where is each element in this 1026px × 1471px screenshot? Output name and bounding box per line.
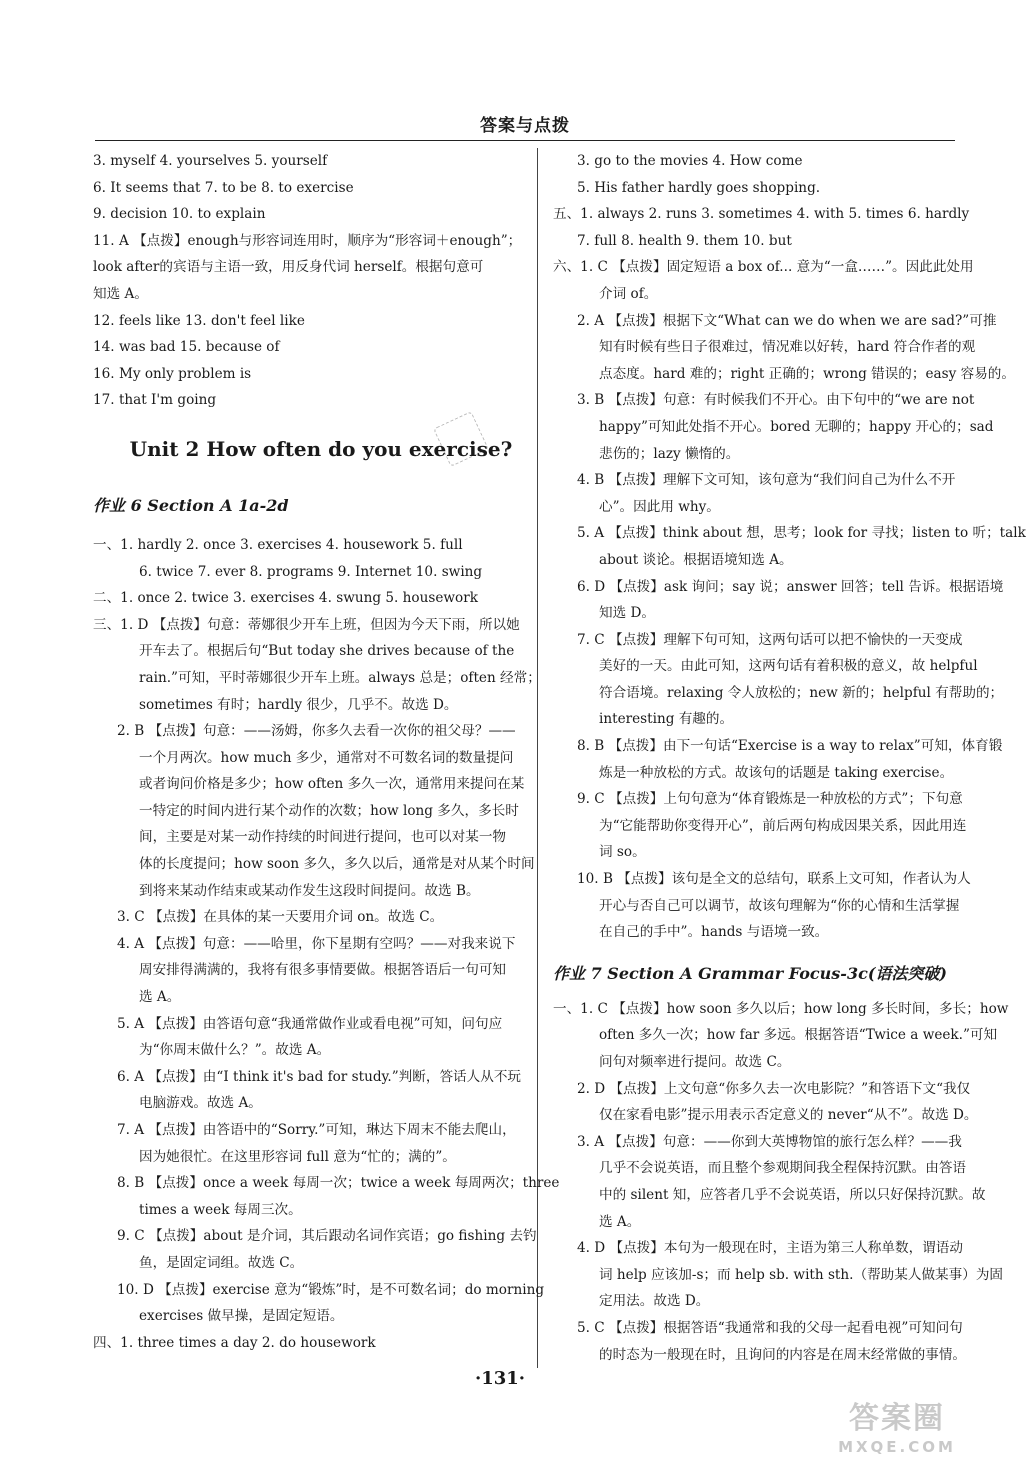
answer-line: often 多久一次；how far 多远。根据答语“Twice a week.”可知 xyxy=(599,1027,998,1044)
answer-line: 3. go to the movies 4. How come xyxy=(577,153,803,169)
header-title: 答案与点拨 xyxy=(480,116,570,136)
answer-line: 美好的一天。由此可知，这两句话有着积极的意义，故 helpful xyxy=(599,658,978,675)
answer-line: 五、1. always 2. runs 3. sometimes 4. with 5. times 6. hardly xyxy=(553,206,970,223)
answer-line: 7. A 【点拨】由答语中的“Sorry.”可知，琳达下周末不能去爬山， xyxy=(117,1122,516,1138)
answer-line: 2. B 【点拨】句意：——汤姆，你多久去看一次你的祖父母？—— xyxy=(117,723,516,740)
answer-line: interesting 有趣的。 xyxy=(599,711,734,728)
answer-line: 3. B 【点拨】句意：有时候我们不开心。由下句中的“we are not xyxy=(577,392,975,409)
answer-line: 心”。因此用 why。 xyxy=(599,498,720,515)
answer-line: 6. twice 7. ever 8. programs 9. Internet 10. swing xyxy=(139,563,483,580)
answer-line: 电脑游戏。故选 A。 xyxy=(139,1095,262,1112)
answer-line: 知选 D。 xyxy=(599,605,656,622)
section-heading-7: 作业 7 Section A Grammar Focus-3c(语法突破) xyxy=(553,963,947,983)
answer-line: 因为她很忙。在这里形容词 full 意为“忙的；满的”。 xyxy=(139,1148,456,1165)
answer-line: 17. that I'm going xyxy=(93,392,217,409)
answer-line: 中的 silent 知，应答者几乎不会说英语，所以只好保持沉默。故 xyxy=(599,1186,986,1203)
answer-line: 5. C 【点拨】根据答语“我通常和我的父母一起看电视”可知问句 xyxy=(577,1319,963,1336)
answer-line: 16. My only problem is xyxy=(93,365,252,382)
answer-line: 体的长度提问；how soon 多久，多久以后，通常是对从某个时间 xyxy=(139,856,535,873)
answer-line: look after的宾语与主语一致，用反身代词 herself。根据句意可 xyxy=(93,259,484,276)
page-header xyxy=(95,112,955,141)
answer-line: 六、1. C 【点拨】固定短语 a box of... 意为“一盒……”。因此此处用 xyxy=(553,259,974,276)
answer-line: 介词 of。 xyxy=(599,285,658,302)
answer-line: 间，主要是对某一动作持续的时间进行提问，也可以对某一物 xyxy=(139,829,507,846)
answer-line: 10. B 【点拨】该句是全文的总结句，联系上文可知，作者认为人 xyxy=(577,871,971,888)
answer-line: 仅在家看电影”提示用表示否定意义的 never“从不”。故选 D。 xyxy=(599,1107,978,1124)
answer-line: about 谈论。根据语境知选 A。 xyxy=(599,551,793,568)
answer-line: 开心与否自己可以调节，故该句理解为“你的心情和生活掌握 xyxy=(599,897,960,914)
answer-line: 11. A 【点拨】enough与形容词连用时，顺序为“形容词＋enough”； xyxy=(93,232,522,249)
unit-title: Unit 2 How often do you exercise? xyxy=(129,436,513,461)
answer-line: 12. feels like 13. don't feel like xyxy=(93,312,305,329)
left-column xyxy=(93,148,560,1356)
answer-line: 知有时候有些日子很难过，情况难以好转，hard 符合作者的观 xyxy=(599,339,976,356)
answer-line: 6. D 【点拨】ask 询问；say 说；answer 回答；tell 告诉。根据语境 xyxy=(577,578,1004,595)
answer-line: 炼是一种放松的方式。故该句的话题是 taking exercise。 xyxy=(599,764,954,781)
answer-line: 9. decision 10. to explain xyxy=(93,206,266,223)
answer-line: exercises 做早操，是固定短语。 xyxy=(139,1308,344,1325)
answer-line: 为“你周末做什么？”。故选 A。 xyxy=(139,1042,331,1059)
answer-line: 选 A。 xyxy=(139,989,181,1006)
answer-line: 到将来某动作结束或某动作发生这段时间提问。故选 B。 xyxy=(139,882,480,899)
answer-line: 3. C 【点拨】在具体的某一天要用介词 on。故选 C。 xyxy=(117,909,444,926)
answer-line: 6. It seems that 7. to be 8. to exercise xyxy=(93,179,354,196)
answer-line: 10. D 【点拨】exercise 意为“锻炼”时，是不可数名词；do morning xyxy=(117,1281,545,1298)
answer-line: 2. A 【点拨】根据下文“What can we do when we are sad?”可推 xyxy=(577,312,997,329)
answer-line: 词 help 应该加-s；而 help sb. with sth.（帮助某人做某事）为固 xyxy=(599,1266,1004,1283)
answer-line: 5. A 【点拨】由答语句意“我通常做作业或看电视”可知，问句应 xyxy=(117,1015,503,1032)
answer-line: 或者询问价格是多少；how often 多久一次，通常用来提问在某 xyxy=(139,776,525,793)
answer-line: 周安排得满满的，我将有很多事情要做。根据答语后一句可知 xyxy=(139,962,507,979)
answer-line: 知选 A。 xyxy=(93,285,148,302)
answer-line: 二、1. once 2. twice 3. exercises 4. swung 5. housework xyxy=(93,590,478,607)
answer-line: 5. A 【点拨】think about 想，思考；look for 寻找；listen to 听；talk xyxy=(577,525,1026,542)
answer-line: 2. D 【点拨】上文句意“你多久去一次电影院？”和答语下文“我仅 xyxy=(577,1080,971,1097)
answer-line: 词 so。 xyxy=(599,844,646,861)
answer-line: 三、1. D 【点拨】句意：蒂娜很少开车上班，但因为今天下雨，所以她 xyxy=(93,616,520,633)
right-column xyxy=(553,148,1026,1368)
answer-line: 7. C 【点拨】理解下句可知，这两句话可以把不愉快的一天变成 xyxy=(577,631,963,648)
watermark-logo xyxy=(812,1400,982,1460)
answer-line: 问句对频率进行提问。故选 C。 xyxy=(599,1054,791,1070)
answer-line: 开车去了。根据后句“But today she drives because of the xyxy=(139,643,515,660)
watermark-sub: MXQE.COM xyxy=(838,1438,956,1456)
answer-line: 一特定的时间内进行某个动作的次数；how long 多久，多长时 xyxy=(139,802,519,819)
answer-line: 9. C 【点拨】上句句意为“体育锻炼是一种放松的方式”；下句意 xyxy=(577,791,963,808)
answer-line: times a week 每周三次。 xyxy=(139,1201,302,1218)
answer-line: 一个月两次。how much 多少，通常对不可数名词的数量提问 xyxy=(139,749,514,766)
answer-line: 的时态为一般现在时，且询问的内容是在周末经常做的事情。 xyxy=(599,1346,967,1363)
answer-line: 几乎不会说英语，而且整个参观期间我全程保持沉默。由答语 xyxy=(599,1160,967,1177)
answer-line: 4. A 【点拨】句意：——哈里，你下星期有空吗？——对我来说下 xyxy=(117,935,516,952)
answer-line: 4. B 【点拨】理解下文可知，该句意为“我们问自己为什么不开 xyxy=(577,472,956,489)
answer-line: 为“它能帮助你变得开心”，前后两句构成因果关系，因此用连 xyxy=(599,817,967,834)
answer-line: 9. C 【点拨】about 是介词，其后跟动名词作宾语；go fishing 去钓 xyxy=(117,1228,537,1245)
answer-line: 6. A 【点拨】由“I think it's bad for study.”判断，答话人从不玩 xyxy=(117,1068,522,1085)
answer-line: rain.”可知，平时蒂娜很少开车上班。always 总是；often 经常； xyxy=(139,669,541,686)
answer-line: 8. B 【点拨】once a week 每周一次；twice a week 每周两次；three xyxy=(117,1175,560,1192)
answer-line: 5. His father hardly goes shopping. xyxy=(577,179,821,196)
answer-line: 鱼，是固定词组。故选 C。 xyxy=(139,1254,304,1271)
answer-line: 四、1. three times a day 2. do housework xyxy=(93,1334,376,1351)
answer-line: 在自己的手中”。hands 与语境一致。 xyxy=(599,924,829,941)
page-number: ·131· xyxy=(474,1368,526,1389)
answer-line: 14. was bad 15. because of xyxy=(93,339,280,356)
answer-line: 4. D 【点拨】本句为一般现在时，主语为第三人称单数，谓语动 xyxy=(577,1240,963,1257)
answer-line: 3. myself 4. yourselves 5. yourself xyxy=(93,153,328,169)
answer-line: 7. full 8. health 9. them 10. but xyxy=(577,232,792,249)
watermark-main: 答案圈 xyxy=(849,1401,945,1436)
section-heading-6: 作业 6 Section A 1a-2d xyxy=(93,495,289,515)
answer-line: happy”可知此处指不开心。bored 无聊的；happy 开心的；sad xyxy=(599,418,994,435)
answer-line: 悲伤的；lazy 懒惰的。 xyxy=(599,445,740,462)
answer-line: 8. B 【点拨】由下一句话“Exercise is a way to relax”可知，体育锻 xyxy=(577,738,1003,755)
answer-line: 一、1. hardly 2. once 3. exercises 4. housework 5. full xyxy=(93,536,463,553)
answer-line: 3. A 【点拨】句意：——你到大英博物馆的旅行怎么样？——我 xyxy=(577,1133,962,1150)
answer-line: 选 A。 xyxy=(599,1213,641,1230)
answer-line: 定用法。故选 D。 xyxy=(599,1293,710,1310)
answer-line: 一、1. C 【点拨】how soon 多久以后；how long 多长时间，多长；how xyxy=(553,1000,1009,1017)
answer-line: sometimes 有时；hardly 很少，几乎不。故选 D。 xyxy=(139,696,458,713)
answer-line: 符合语境。relaxing 令人放松的；new 新的；helpful 有帮助的； xyxy=(599,684,1004,701)
answer-line: 点态度。hard 难的；right 正确的；wrong 错误的；easy 容易的。 xyxy=(599,365,1015,382)
